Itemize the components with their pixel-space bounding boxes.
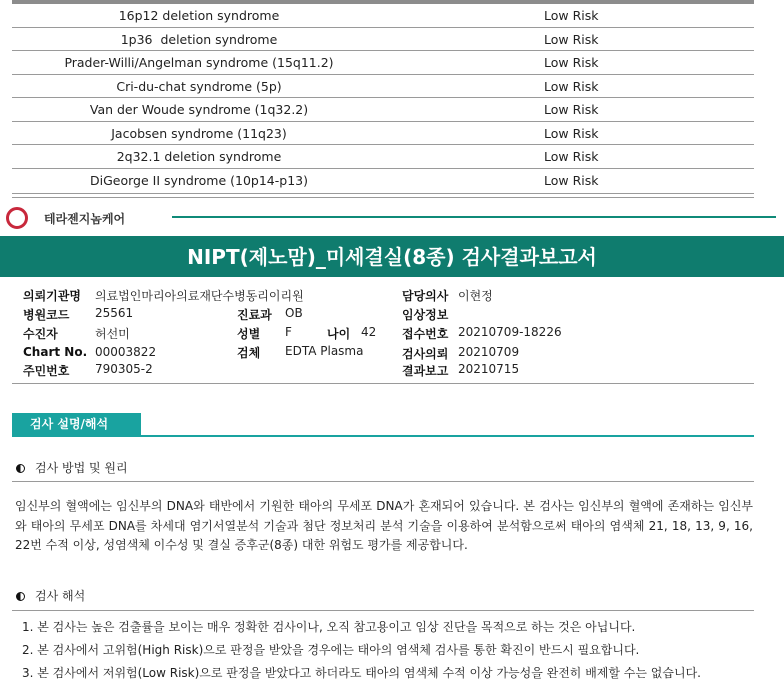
risk-result: Low Risk [544,31,599,47]
header-rule [172,216,776,218]
table-row [12,75,754,99]
method-description: 임신부의 혈액에는 임신부의 DNA와 태반에서 기원한 태아의 무세포 DNA가 혼재되어 있습니다. 본 검사는 임신부의 혈액에 존재하는 임신부와 태아의 무세포 DNA를 차세대 염기서열분석 기술과 첨단 정보처리 분석 기술을 이용하여 분석함으로써 태아의 염색체 21, 18, 13, 9, 16, 22번 수적 이상, 성염색체 이수성 및 결실 증후군(8종) 대한 위험도 평가를 제공합니다. [15,499,753,552]
results-table [12,0,754,198]
syndrome-name: Prader-Willi/Angelman syndrome (15q11.2) [64,55,334,70]
resident-no-value: 790305-2 [95,362,153,376]
institution-label: 의뢰기관명 [23,289,81,303]
institution-value: 의료법인마리아의료재단수병동리이리원 [95,289,304,303]
specimen-label: 검체 [237,346,261,360]
specimen-value: EDTA Plasma [285,344,364,358]
company-logo-icon [6,207,28,229]
interpretation-heading-text: 검사 해석 [35,589,86,603]
interpretation-heading-rule [12,610,754,611]
receipt-no-value: 20210709-18226 [458,325,562,339]
age-value: 42 [361,325,377,339]
method-heading-text: 검사 방법 및 원리 [35,461,128,475]
sex-label: 성별 [237,327,261,341]
risk-result: Low Risk [544,78,599,94]
chart-no-value: 00003822 [95,345,157,359]
resident-no-label: 주민번호 [23,364,70,378]
company-logo-text: 테라젠지놈케어 [44,212,126,226]
syndrome-name: Jacobsen syndrome (11q23) [111,125,287,141]
interpretation-item: 3. 본 검사에서 저위험(Low Risk)으로 판정을 받았다고 하더라도 태아의 염색체 수적 이상 가능성을 완전히 배제할 수는 없습니다. [22,666,701,680]
request-date-label: 검사의뢰 [402,347,449,361]
syndrome-name: Cri-du-chat syndrome (5p) [116,78,282,94]
risk-result: Low Risk [544,102,599,117]
info-divider [12,383,754,384]
table-row [12,169,754,192]
sex-value: F [285,325,292,339]
hospital-code-label: 병원코드 [23,308,70,322]
table-row [12,122,754,146]
department-label: 진료과 [237,308,272,322]
risk-result: Low Risk [544,149,599,164]
half-circle-icon [16,464,25,473]
half-circle-icon [16,592,25,601]
report-date-value: 20210715 [458,362,520,376]
report-date-label: 결과보고 [402,364,449,378]
table-row [12,145,754,169]
syndrome-name: 16p12 deletion syndrome [118,8,280,23]
syndrome-name: Van der Woude syndrome (1q32.2) [89,102,309,117]
table-row [12,28,754,52]
table-row [12,51,754,75]
risk-result: Low Risk [544,55,599,70]
syndrome-name: 1p36 deletion syndrome [120,31,278,47]
risk-result: Low Risk [544,8,599,23]
syndrome-name: 2q32.1 deletion syndrome [116,149,282,164]
report-title: NIPT(제노맘)_미세결실(8종) 검사결과보고서 [0,236,784,277]
syndrome-name: DiGeorge II syndrome (10p14-p13) [90,172,308,188]
section-title: 검사 설명/해석 [12,413,141,436]
table-bottom-border [12,193,754,198]
interpretation-item: 1. 본 검사는 높은 검출률을 보이는 매우 정확한 검사이나, 오직 참고용이고 임상 진단을 목적으로 하는 것은 아닙니다. [22,620,636,634]
interpretation-heading [16,587,85,604]
risk-result: Low Risk [544,125,599,141]
hospital-code-value: 25561 [95,306,134,320]
clinical-info-label: 임상정보 [402,308,449,322]
age-label: 나이 [327,327,351,341]
interpretation-item: 2. 본 검사에서 고위험(High Risk)으로 판정을 받았을 경우에는 태아의 염색체 검사를 통한 확진이 반드시 필요합니다. [22,643,640,657]
receipt-no-label: 접수번호 [402,327,449,341]
method-heading-rule [12,481,754,482]
chart-no-label: Chart No. [23,345,88,359]
table-row [12,4,754,28]
method-heading [16,459,128,476]
section-rule [12,435,754,437]
request-date-value: 20210709 [458,345,520,359]
table-row [12,98,754,122]
department-value: OB [285,306,303,320]
examinee-value: 허선미 [95,327,130,341]
examinee-label: 수진자 [23,327,58,341]
risk-result: Low Risk [544,172,599,188]
page-break-header [0,200,784,236]
doctor-label: 담당의사 [402,289,449,303]
doctor-value: 이현정 [458,289,493,303]
